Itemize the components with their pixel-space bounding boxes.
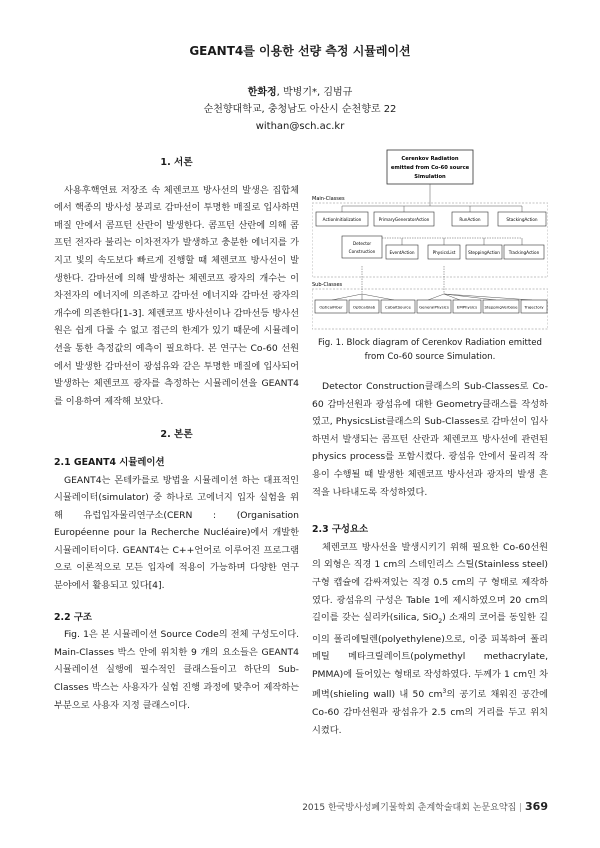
components-text-c: 의 공기로 채워진 공간에 Co-60 감마선원과 광섬유가 2.5 cm의 거리를 두고 위치시켰다.: [312, 689, 548, 736]
page-number: 369: [525, 800, 548, 813]
author-line: [0, 84, 600, 101]
email: withan@sch.ac.kr: [255, 121, 345, 132]
right-column: [312, 148, 548, 739]
top-box-line1: Cerenkov Radiation: [401, 156, 459, 162]
main-class-primarygeneratoraction: PrimaryGeneratorAction: [378, 217, 430, 222]
sub-class-opticalslab: OpticalSlab: [352, 304, 376, 310]
sub-class-emphysics: EMPhysics: [456, 304, 478, 310]
top-box-line3: Simulation: [414, 174, 446, 180]
main-class-construction: Construction: [348, 249, 376, 254]
main-class-stackingaction: StackingAction: [506, 217, 538, 222]
right-paragraph-2: [312, 539, 548, 739]
sub-class-trajectory: Trajectory: [524, 304, 544, 310]
components-superscript: 3: [442, 688, 447, 696]
co-authors: , 박병기*, 김범규: [276, 87, 353, 98]
components-text-a: 체렌코프 방사선을 발생시키기 위해 필요한 Co-60선원의 외형은 직경 1 cm의 스테인리스 스틸(Stainless steel) 구형 캡슐에 감싸져있는 직경 0.5 cm의 구 형태로 제작하였다. 광섬유의 구성은 Table 1에 제시하였으며 20 cm의 길이를 갖는 실리카(silica, SiO: [312, 541, 548, 624]
paper-title: GEANT4를 이용한 선량 측정 시뮬레이션: [189, 44, 411, 58]
left-column: [54, 148, 299, 714]
main-class-detector: Detector: [352, 241, 372, 246]
main-class-runaction: RunAction: [459, 217, 481, 222]
lead-author: 한화정: [247, 87, 277, 98]
main-class-trackingaction: TrackingAction: [508, 250, 540, 255]
top-box-line2: emitted from Co-60 source: [390, 165, 470, 171]
sub-class-cobaltsource: CobaltSource: [385, 304, 411, 310]
main-classes-label: Main-Classes: [312, 196, 345, 202]
right-paragraph-1: Detector Construction클래스의 Sub-Classes로 Co-60 감마선원과 광섬유에 대한 Geometry클래스를 작성하였고, PhysicsList클래스의 Sub-Classes로 감마선이 입사하면서 발생되는 콤프턴 산란과 체렌코프 방사선에 관련된 physics process를 포함시켰다. 광섬유 안에서 물리적 작용이 수행될 때 발생한 체렌코프 방사선과 광자의 발생 흔적을 나타내도록 작성하였다.: [312, 381, 548, 498]
block-diagram: [312, 148, 548, 330]
sub-class-steppingverbose: SteppingVerbose: [484, 304, 518, 310]
author-block: [0, 84, 600, 135]
page-footer: 2015 한국방사성폐기물학회 춘계학술대회 논문요약집 | 369: [302, 800, 548, 813]
sub-class-generalphysics: GeneralPhysics: [419, 304, 449, 310]
introduction-text: 사용후핵연료 저장조 속 체렌코프 방사선의 발생은 집합체에서 핵종의 방사성 붕괴로 감마선이 투명한 매질로 입사하면 매질 안에서 콤프턴 산란이 발생한다. 콤프턴 산란에 의해 콤프턴 전자라 불리는 이차전자가 발생하고 충분한 에너지를 가지고 빛의 속도보다 빠르게 진행할 때 체렌코프 방사선이 발생한다. 감마선에 의해 발생하는 체렌코프 광자의 개수는 이차전자의 에너지에 의존하고 감마선 에너지와 감마선 광자의 개수에 의존한다[1-3]. 체렌코프 방사선이나 감마선등 방사선원은 쉽게 다룰 수 없고 접근의 한계가 있기 때문에 시뮬레이션을 통한 측정값의 예측이 필요하다. 본 연구는 Co-60 선원에서 발생한 감마선이 광섬유와 같은 투명한 매질에 입사되어 발생하는 체렌코프 광자를 측정하는 시뮬레이션을 GEANT4를 이용하여 제작해 보았다.: [54, 184, 299, 407]
main-class-eventaction: EventAction: [389, 250, 415, 255]
sub-classes-label: Sub-Classes: [312, 282, 343, 288]
affiliation: 순천향대학교, 충청남도 아산시 순천향로 22: [203, 104, 397, 115]
main-class-physicslist: PhysicsList: [432, 250, 456, 255]
sub-class-opticalfiber: OpticalFiber: [319, 304, 343, 310]
components-subscript: 2: [438, 617, 443, 625]
components-text-b: ) 소재의 코어를 동일한 길이의 폴리에틸렌(polyethylene)으로, 이중 피복하여 폴리메틸 메타크릴레이트(polymethyl methacrylate, PMMA)에 들어있는 형태로 작성하였다. 두께가 1 cm인 차폐벽(shieling wall) 내 50 cm: [312, 612, 548, 701]
section-introduction-heading: 1. 서론: [160, 157, 193, 168]
footer-text: 2015 한국방사성폐기물학회 춘계학술대회 논문요약집: [302, 803, 520, 813]
section-geant4-heading: 2.1 GEANT4 시뮬레이션: [54, 456, 165, 468]
main-class-steppingaction: SteppingAction: [468, 250, 500, 255]
figure-caption: Fig. 1. Block diagram of Cerenkov Radiation emitted from Co-60 source Simulation.: [318, 338, 542, 362]
geant4-text: GEANT4는 몬테카를로 방법을 시뮬레이션 하는 대표적인 시뮬레이터(simulator) 중 하나로 고에너지 입자 실험을 위해 유럽입자물리연구소(CERN : (Organisation Européenne pour la Recherche Nucléaire)에서 개발한 시뮬레이터이다. GEANT4는 C++언어로 이루어진 프로그램으로 이론적으로 모든 입자에 적용이 가능하며 다양한 연구 분야에서 활용되고 있다[4].: [54, 474, 299, 592]
section-structure-heading: 2.2 구조: [54, 611, 92, 623]
main-class-actioninitialization: ActionInitialization: [322, 217, 362, 222]
section-components-heading: 2.3 구성요소: [312, 524, 369, 536]
structure-text: Fig. 1은 본 시뮬레이션 Source Code의 전체 구성도이다. Main-Classes 박스 안에 위치한 9 개의 요소들은 GEANT4 시뮬레이션 실행에 필수적인 클래스들이고 하단의 Sub-Classes 박스는 사용자가 실험 진행 과정에 맞추어 제작하는 부분으로 사용자 지정 클래스이다.: [54, 629, 299, 711]
section-body-heading: 2. 본론: [160, 429, 193, 441]
